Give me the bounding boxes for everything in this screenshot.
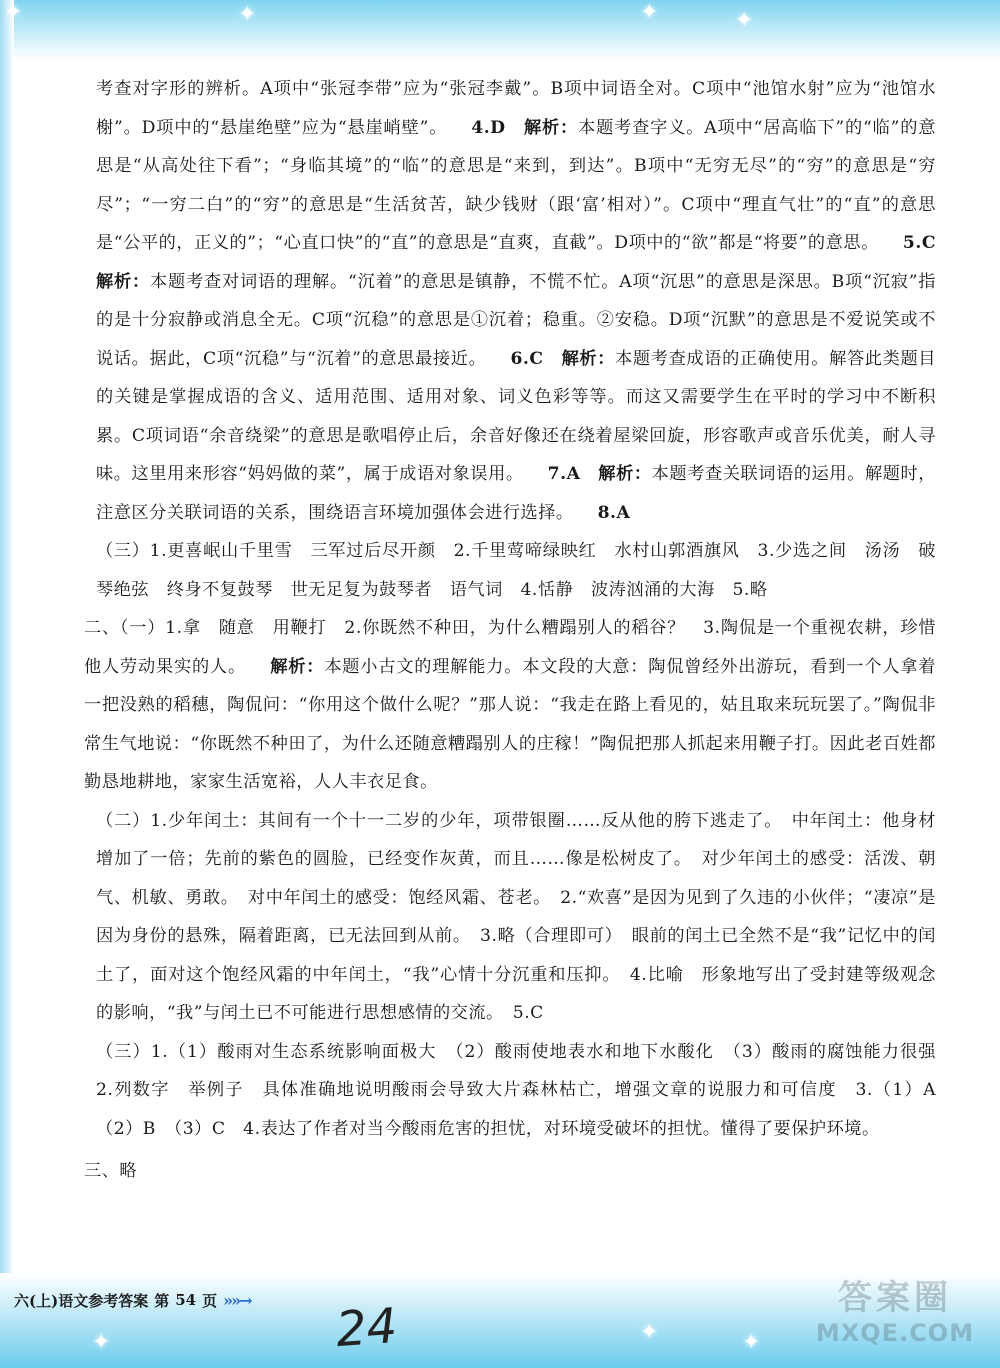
answer-block-section3: 三、略 (84, 1161, 138, 1181)
sparkle-icon: ✦ (735, 8, 754, 33)
sparkle-icon: ✦ (92, 1330, 111, 1355)
analysis-label: 解析： (523, 117, 579, 138)
answer-block-section2-part2: （二）1.少年闰土：其间有一个十一二岁的少年，项带银圈……反从他的胯下逃走了。 中年闰土：他身材增加了一倍；先前的紫色的圆脸，已经变作灰黄，而且……像是松树皮了。 对少年闰土的感受：活泼、朝气、机敏、勇敢。 对中年闰土的感受：饱经风霜、苍老。 2.“欢喜”是因为见到了久违的小伙伴；“凄凉”是因为身份的悬殊，隔着距离，已无法回到从前。 3.略（合理即可） 眼前的闰土已全然不是“我”记忆中的闰土了，面对这个饱经风霜的中年闰土，“我”心情十分沉重和压抑。 4.比喻 形象地写出了受封建等级观念的影响，“我”与闰土已不可能进行思想感情的交流。 5.C (96, 810, 936, 1023)
answer-text: 考查对字形的辨析。A项中“张冠李带”应为“张冠李戴”。B项中词语全对。C项中“池馆水射”应为“池馆水榭”。D项中的“悬崖绝壁”应为“悬崖峭壁”。 (96, 79, 936, 138)
analysis-label: 解析： (270, 656, 325, 677)
analysis-text: 本题考查字义。A项中“居高临下”的“临”的意思是“从高处往下看”；“身临其境”的“临”的意思是“来到，到达”。B项中“无穷无尽”的“穷”的意思是“穷尽”；“一穷二白”的“穷”的意思是“生活贫苦，缺少钱财（跟‘富’相对）”。C项中“理直气壮”的“直”的意思是“公平的，正义的”；“心直口快”的“直”的意思是“直爽，直截”。D项中的“欲”都是“将要”的意思。 (96, 117, 936, 253)
arrow-icon: »»→ (223, 1290, 251, 1310)
analysis-text: 本题考查对词语的理解。“沉着”的意思是镇静，不慌不忙。A项“沉思”的意思是深思。B项“沉寂”指的是十分寂静或消息全无。C项“沉稳”的意思是①沉着；稳重。②安稳。D项“沉默”的意思是不爱说笑或不说话。据此，C项“沉稳”与“沉着”的意思最接近。 (96, 271, 936, 369)
footer-page-number: 54 (175, 1291, 197, 1309)
sparkle-icon: ✦ (640, 0, 659, 25)
question-number: 5.C (902, 233, 936, 253)
sparkle-icon: ✦ (742, 1330, 761, 1355)
analysis-text: 本题考查成语的正确使用。解答此类题目的关键是掌握成语的含义、适用范围、适用对象、词义色彩等等。而这又需要学生在平时的学习中不断积累。C项词语“余音绕梁”的意思是歌唱停止后，余音好像还在绕着屋梁回旋，形容歌声或音乐优美，耐人寻味。这里用来形容“妈妈做的菜”，属于成语对象误用。 (96, 348, 936, 484)
analysis-text: 本题考查关联词语的运用。解题时，注意区分关联词语的关系，围绕语言环境加强体会进行选择。 (96, 464, 936, 523)
analysis-label: 解析： (598, 464, 652, 484)
sparkle-icon: ✦ (640, 1320, 659, 1345)
footer-page-suffix: 页 (202, 1291, 218, 1310)
question-number: 8.A (597, 502, 631, 523)
footer-label: 六(上)语文参考答案 (14, 1291, 149, 1310)
left-decorative-edge (0, 0, 14, 1368)
answer-block-section1-part3: （三）1.更喜岷山千里雪 三军过后尽开颜 2.千里莺啼绿映红 水村山郭酒旗风 3.少选之间 汤汤 破琴绝弦 终身不复鼓琴 世无足复为鼓琴者 语气词 4.恬静 波涛汹涌的大海 5.略 (96, 541, 936, 600)
analysis-text: 本题小古文的理解能力。本文段的大意：陶侃曾经外出游玩，看到一个人拿着一把没熟的稻穗，陶侃问：“你用这个做什么呢？”那人说：“我走在路上看见的，姑且取来玩玩罢了。”陶侃非常生气地说：“你既然不种田了，为什么还随意糟蹋别人的庄稼！”陶侃把那人抓起来用鞭子打。因此老百姓都勤恳地耕地，家家生活宽裕，人人丰衣足食。 (84, 656, 936, 792)
question-number: 6.C (510, 348, 544, 369)
watermark-logo-text: 答案圈 (838, 1278, 952, 1318)
sparkle-icon: ✦ (238, 2, 257, 27)
page-footer (14, 1285, 251, 1315)
analysis-label: 解析： (96, 271, 151, 292)
answer-block-section1 (96, 70, 936, 532)
answer-block-section2-part3: （三）1.（1）酸雨对生态系统影响面极大 （2）酸雨使地表水和地下水酸化 （3）酸雨的腐蚀能力很强 2.列数字 举例子 具体准确地说明酸雨会导致大片森林枯亡，增强文章的说服力和可信度 3.（1）A （2）B （3）C 4.表达了作者对当今酸雨危害的担忧，对环境受破坏的担忧。懂得了要保护环境。 (96, 1041, 954, 1139)
question-number: 4.D (471, 117, 506, 138)
sparkle-icon: ✦ (4, 0, 23, 25)
question-number: 7.A (547, 464, 581, 484)
answer-content (84, 70, 954, 1191)
footer-page-prefix: 第 (154, 1291, 170, 1310)
answer-block-section2-part1 (84, 609, 936, 802)
analysis-label: 解析： (561, 348, 616, 369)
watermark-url: MXQE.COM (815, 1319, 975, 1347)
handwritten-page-number: 24 (334, 1297, 399, 1359)
answer-text: 二、（一）1.拿 随意 用鞭打 2.你既然不种田，为什么糟蹋别人的稻谷？ 3.陶侃是一个重视农耕，珍惜他人劳动果实的人。 (84, 618, 936, 677)
watermark (800, 1270, 990, 1360)
top-decorative-band (0, 0, 1000, 60)
